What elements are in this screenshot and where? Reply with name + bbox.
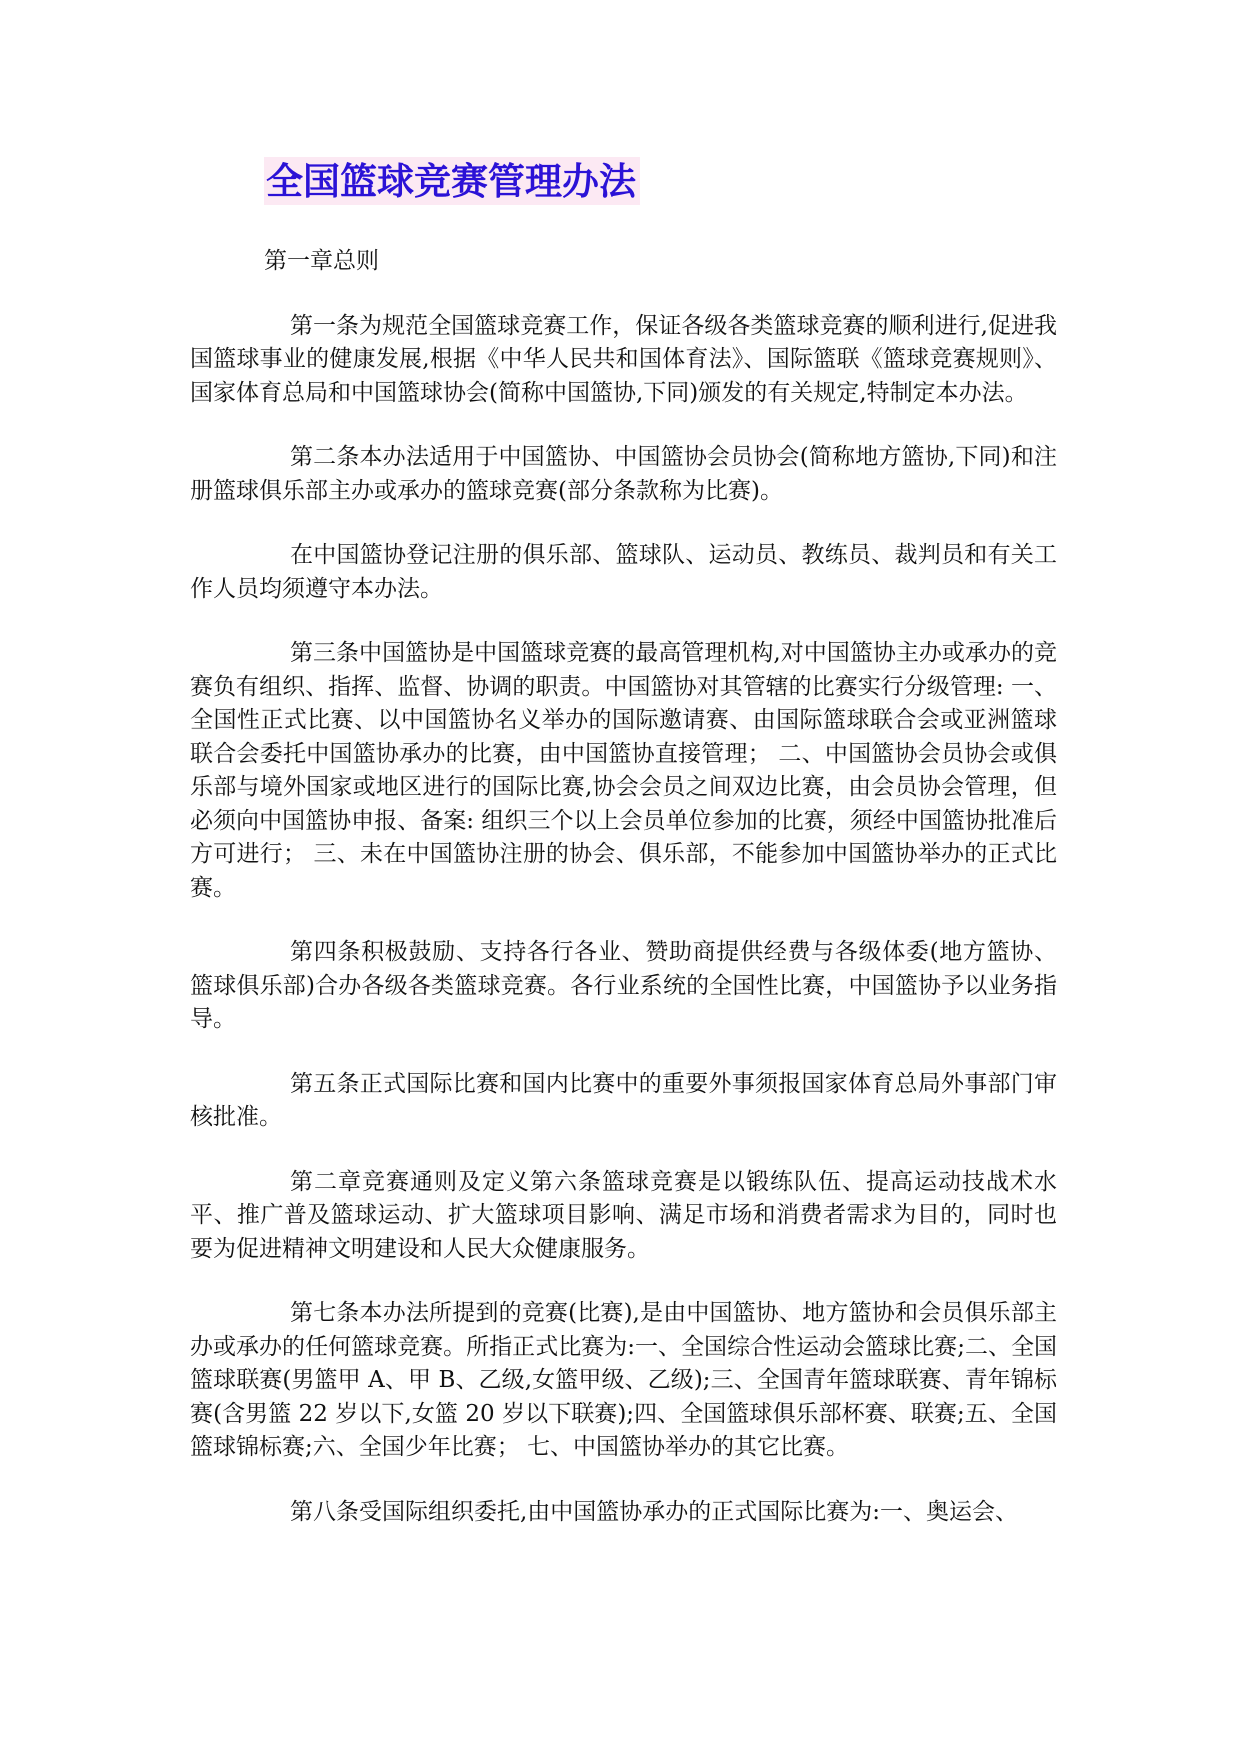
article-5-paragraph: 第五条正式国际比赛和国内比赛中的重要外事须报国家体育总局外事部门审核批准。 — [190, 1070, 1057, 1130]
article-8-paragraph: 第八条受国际组织委托,由中国篮协承办的正式国际比赛为:一、奥运会、 — [290, 1498, 1019, 1525]
article-2-paragraph: 第二条本办法适用于中国篮协、中国篮协会员协会(简称地方篮协,下同)和注册篮球俱乐部主办或承办的篮球竞赛(部分条款称为比赛)。 — [190, 444, 1057, 504]
article-1-paragraph: 第一条为规范全国篮球竞赛工作，保证各级各类篮球竞赛的顺利进行,促进我国篮球事业的健康发展,根据《中华人民共和国体育法》、国际篮联《篮球竞赛规则》、国家体育总局和中国篮球协会(简称中国篮协,下同)颁发的有关规定,特制定本办法。 — [190, 312, 1057, 406]
document-body — [190, 245, 1057, 1560]
article-3-paragraph: 第三条中国篮协是中国篮球竞赛的最高管理机构,对中国篮协主办或承办的竞赛负有组织、指挥、监督、协调的职责。中国篮协对其管辖的比赛实行分级管理: 一、全国性正式比赛、以中国篮协名义举办的国际邀请赛、由国际篮球联合会或亚洲篮球联合会委托中国篮协承办的比赛，由中国篮协直接管理； 二、中国篮协会员协会或俱乐部与境外国家或地区进行的国际比赛,协会会员之间双边比赛，由会员协会管理，但必须向中国篮协申报、备案: 组织三个以上会员单位参加的比赛，须经中国篮协批准后方可进行； 三、未在中国篮协注册的协会、俱乐部，不能参加中国篮协举办的正式比赛。 — [190, 640, 1057, 901]
chapter-heading: 第一章总则 — [264, 248, 379, 274]
chapter-2-article-6-paragraph: 第二章竞赛通则及定义第六条篮球竞赛是以锻练队伍、提高运动技战术水平、推广普及篮球运动、扩大篮球项目影响、满足市场和消费者需求为目的，同时也要为促进精神文明建设和人民大众健康服务。 — [190, 1168, 1057, 1262]
article-7-paragraph: 第七条本办法所提到的竞赛(比赛),是由中国篮协、地方篮协和会员俱乐部主办或承办的任何篮球竞赛。所指正式比赛为:一、全国综合性运动会篮球比赛;二、全国篮球联赛(男篮甲 A、甲 B、乙级,女篮甲级、乙级);三、全国青年篮球联赛、青年锦标赛(含男篮 22 岁以下,女篮 20 岁以下联赛);四、全国篮球俱乐部杯赛、联赛;五、全国篮球锦标赛;六、全国少年比赛； 七、中国篮协举办的其它比赛。 — [190, 1300, 1057, 1460]
article-4-paragraph: 第四条积极鼓励、支持各行各业、赞助商提供经费与各级体委(地方篮协、篮球俱乐部)合办各级各类篮球竞赛。各行业系统的全国性比赛，中国篮协予以业务指导。 — [190, 939, 1057, 1032]
registration-paragraph: 在中国篮协登记注册的俱乐部、篮球队、运动员、教练员、裁判员和有关工作人员均须遵守本办法。 — [190, 542, 1057, 602]
document-title: 全国篮球竞赛管理办法 — [264, 157, 640, 205]
